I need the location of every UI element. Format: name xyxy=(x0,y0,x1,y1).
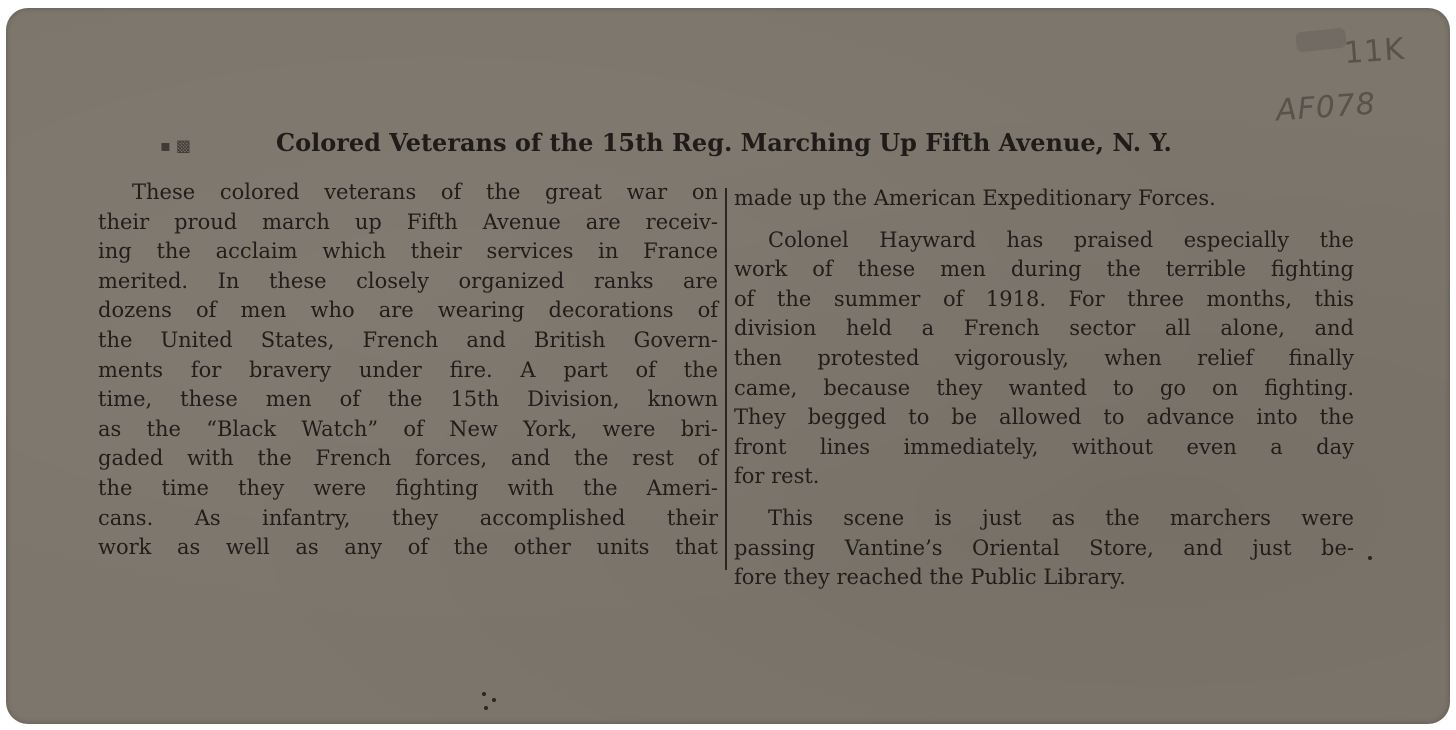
text-line: gaded with the French forces, and the rest of xyxy=(98,446,718,471)
text-line: cans. As infantry, they accomplished their xyxy=(98,505,718,530)
ink-speck xyxy=(482,692,486,696)
pencil-annotation-catalog-number: AF078 xyxy=(1274,86,1378,129)
text-line: ments for bravery under fire. A part of the xyxy=(98,357,718,382)
text-line: This scene is just as the marchers were xyxy=(768,505,1354,530)
ink-speck xyxy=(492,698,496,702)
faded-stamp-mark: ▪ ▩ xyxy=(160,136,192,155)
stereograph-card-back xyxy=(6,8,1450,724)
text-line: front lines immediately, without even a day xyxy=(734,434,1354,459)
text-line: their proud march up Fifth Avenue are receiv- xyxy=(98,209,718,234)
text-line: the time they were fighting with the Ameri- xyxy=(98,475,718,500)
text-line: work of these men during the terrible fighting xyxy=(734,257,1354,282)
left-text-column xyxy=(98,178,718,563)
text-line: for rest. xyxy=(734,464,820,489)
column-divider xyxy=(725,188,727,570)
ink-speck xyxy=(1368,556,1372,560)
text-line: merited. In these closely organized ranks are xyxy=(98,268,718,293)
text-line: came, because they wanted to go on fighting. xyxy=(734,375,1354,400)
text-line: of the summer of 1918. For three months, this xyxy=(734,286,1354,311)
text-line: They begged to be allowed to advance into the xyxy=(734,405,1354,430)
text-line: dozens of men who are wearing decorations of xyxy=(98,298,718,323)
text-line: passing Vantine’s Oriental Store, and just be- xyxy=(734,535,1354,560)
text-line: made up the American Expeditionary Forces. xyxy=(734,186,1216,210)
text-line: ing the acclaim which their services in France xyxy=(98,239,718,264)
text-line: time, these men of the 15th Division, known xyxy=(98,387,718,412)
text-line: division held a French sector all alone, and xyxy=(734,316,1354,341)
pencil-smudge xyxy=(1295,27,1347,52)
right-text-column xyxy=(734,184,1354,593)
pencil-annotation-top: 11K xyxy=(1342,31,1407,72)
text-line: These colored veterans of the great war on xyxy=(132,180,718,204)
text-line: as the “Black Watch” of New York, were bri- xyxy=(98,416,718,441)
card-title: Colored Veterans of the 15th Reg. Marching Up Fifth Avenue, N. Y. xyxy=(276,128,1172,157)
text-line: the United States, French and British Govern- xyxy=(98,327,718,352)
text-line: fore they reached the Public Library. xyxy=(734,565,1126,590)
text-line: then protested vigorously, when relief finally xyxy=(734,345,1354,370)
text-line: work as well as any of the other units that xyxy=(98,535,718,560)
ink-speck xyxy=(484,706,488,710)
text-line: Colonel Hayward has praised especially the xyxy=(768,227,1354,252)
